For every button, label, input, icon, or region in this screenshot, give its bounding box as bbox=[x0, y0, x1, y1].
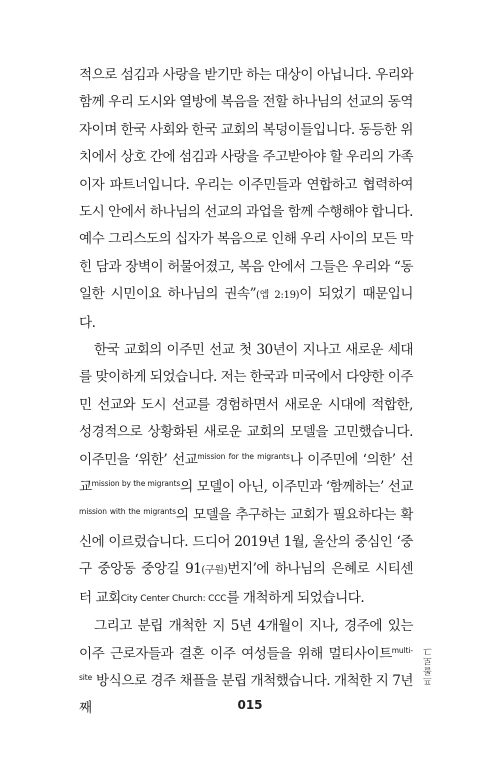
page-number: 015 bbox=[237, 698, 263, 712]
section-tab-label: 프롤로그 bbox=[423, 646, 434, 686]
text-run: 번지’에 하나님의 은혜로 시티센터 교회 bbox=[79, 561, 413, 606]
text-run: 를 개척하게 되었습니다. bbox=[226, 589, 365, 606]
english-gloss: mission with the migrants bbox=[79, 506, 176, 516]
english-gloss: mission for the migrants bbox=[197, 451, 290, 461]
text-run: 의 모델을 추구하는 교회가 필요하다는 확신에 이르렀습니다. 드디어 2019년 1월, 울산의 중심인 ‘중구 중앙동 중앙길 91 bbox=[79, 506, 414, 578]
paragraph bbox=[79, 337, 413, 613]
english-gloss: multi-site bbox=[79, 645, 413, 682]
inline-reference: (구원) bbox=[201, 565, 228, 577]
section-tab bbox=[421, 640, 435, 692]
body-text bbox=[79, 62, 413, 723]
text-run: 나 이주민에 ‘의한’ 선교 bbox=[79, 451, 413, 496]
english-gloss: mission by the migrants bbox=[91, 479, 181, 489]
text-run: 방식으로 경주 채플을 분립 개척했습니다. 개척한 지 7년째 bbox=[79, 672, 413, 717]
text-run: 그리고 분립 개척한 지 5년 4개월이 지나, 경주에 있는 이주 근로자들과 결혼 이주 여성들을 위해 멀티사이트 bbox=[79, 618, 413, 662]
text-run: 적으로 섬김과 사랑을 받기만 하는 대상이 아닙니다. 우리와 함께 우리 도시와 열방에 복음을 전할 하나님의 선교의 동역자이며 한국 사회와 한국 교회의 복덩이들입니다. 동등한 위치에서 상호 간에 섬김과 사랑을 주고받아야 할 우리의 가족이자 파트너입니다. 우리는 이주민들과 연합하고 협력하여 도시 안에서 하나님의 선교의 과업을 함께 수행해야 합니다. 예수 그리스도의 십자가 복음으로 인해 우리 사이의 모든 막힌 담과 장벽이 허물어졌고, 복음 안에서 그들은 우리와 “동일한 시민이요 하나님의 권속” bbox=[79, 67, 413, 303]
text-run: 한국 교회의 이주민 선교 첫 30년이 지나고 새로운 세대를 맞이하게 되었습니다. 저는 한국과 미국에서 다양한 이주민 선교와 도시 선교를 경험하면서 새로운 시대에 적합한, 성경적으로 상황화된 새로운 교회의 모델을 고민했습니다. 이주민을 ‘위한’ 선교 bbox=[79, 342, 413, 468]
english-gloss: City Center Church: CCC bbox=[120, 593, 227, 604]
text-run: 이 되었기 때문입니다. bbox=[79, 286, 413, 331]
text-run: 의 모델이 아닌, 이주민과 ‘함께하는’ 선교 bbox=[180, 479, 413, 496]
inline-reference: (엡 2:19) bbox=[256, 290, 300, 302]
paragraph bbox=[79, 62, 413, 337]
